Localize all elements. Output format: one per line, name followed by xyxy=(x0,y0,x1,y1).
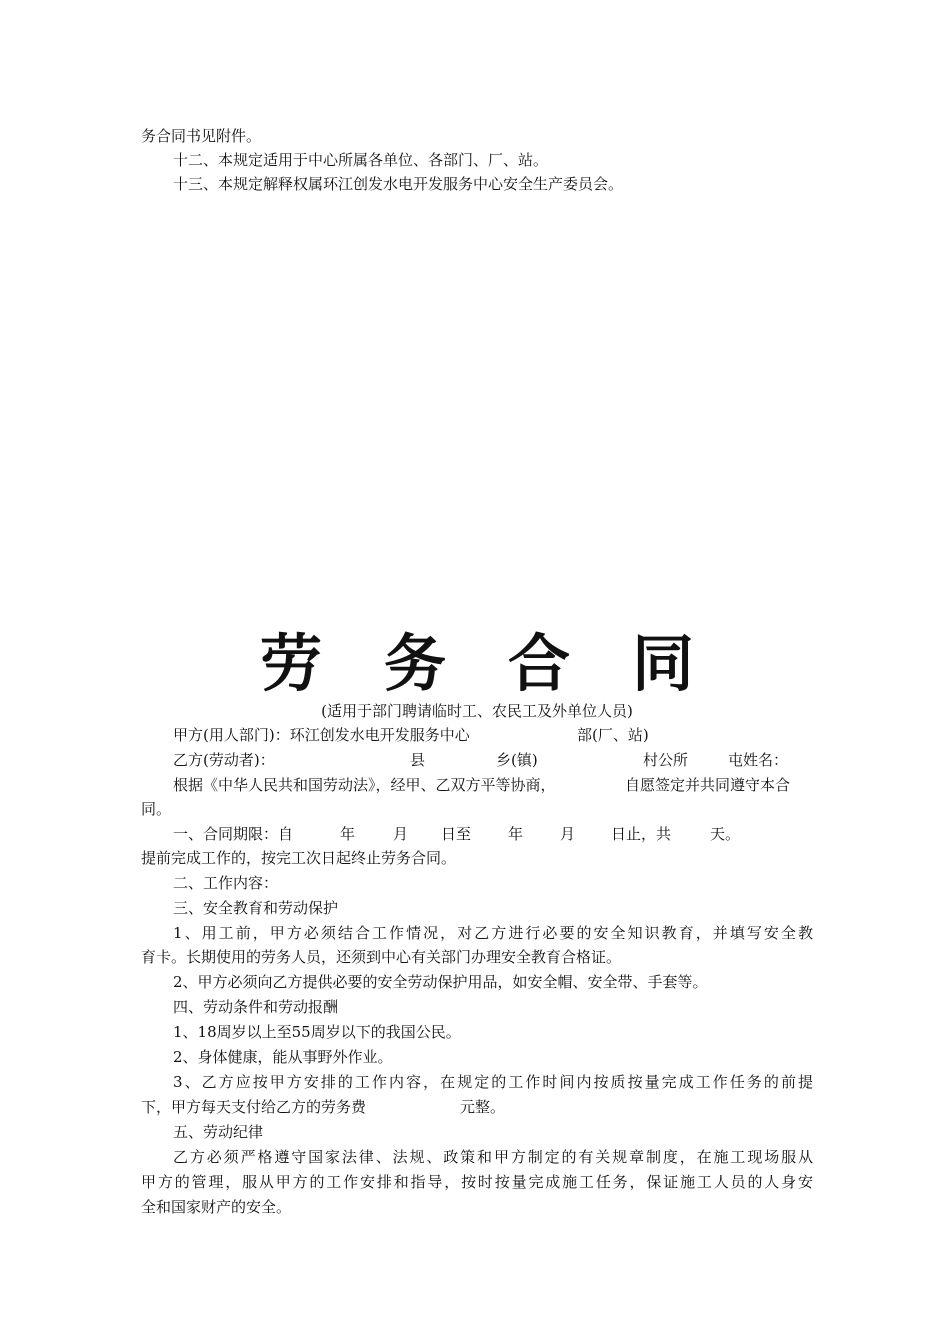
contract-title: 劳务合同 xyxy=(259,627,756,700)
wage-label: 下，甲方每天支付给乙方的劳务费 xyxy=(141,1098,367,1116)
party-b-row xyxy=(0,748,950,772)
conditions-item3-line2 xyxy=(0,1095,950,1119)
term-month-2: 月 xyxy=(560,825,576,843)
conditions-item1: 1、18周岁以上至55周岁以下的我国公民。 xyxy=(173,1023,461,1041)
party-a-row xyxy=(0,723,950,747)
term-line2: 提前完成工作的，按完工次日起终止劳务合同。 xyxy=(141,849,457,867)
term-days: 天。 xyxy=(710,825,741,843)
discipline-line1: 乙方必须严格遵守国家法律、法规、政策和甲方制定的有关规章制度，在施工现场服从 xyxy=(173,1148,813,1166)
work-content-heading: 二、工作内容： xyxy=(173,874,279,892)
discipline-line2: 甲方的管理，服从甲方的工作安排和指导，按时按量完成施工任务，保证施工人员的人身安 xyxy=(141,1173,813,1191)
party-b-name: 屯姓名： xyxy=(728,751,789,769)
term-day-2: 日止，共 xyxy=(611,825,672,843)
safety-item1-line1: 1、用工前，甲方必须结合工作情况，对乙方进行必要的安全知识教育，并填写安全教 xyxy=(173,924,813,942)
conditions-item3-line1: 3、乙方应按甲方安排的工作内容，在规定的工作时间内按质按量完成工作任务的前提 xyxy=(173,1073,813,1091)
party-a-label: 甲方(用人部门)：环江创发水电开发服务中心 xyxy=(173,726,470,744)
term-day-1: 日至 xyxy=(441,825,472,843)
term-row xyxy=(0,822,950,846)
contract-subtitle: (适用于部门聘请临时工、农民工及外单位人员) xyxy=(321,702,633,720)
clause-twelve: 十二、本规定适用于中心所属各单位、各部门、厂、站。 xyxy=(173,151,549,169)
term-year-1: 年 xyxy=(340,825,356,843)
clause-thirteen: 十三、本规定解释权属环江创发水电开发服务中心安全生产委员会。 xyxy=(173,175,624,193)
party-b-village: 村公所 xyxy=(643,751,689,769)
term-year-2: 年 xyxy=(508,825,524,843)
conditions-item2: 2、身体健康，能从事野外作业。 xyxy=(173,1048,393,1066)
continuation-line: 务合同书见附件。 xyxy=(141,127,262,145)
wage-suffix: 元整。 xyxy=(460,1098,506,1116)
party-b-township: 乡(镇) xyxy=(496,751,538,769)
term-prefix: 一、合同期限：自 xyxy=(173,825,294,843)
safety-item1-line2: 育卡。长期使用的劳务人员，还须到中心有关部门办理安全教育合格证。 xyxy=(141,948,622,966)
intro-line2: 同。 xyxy=(141,800,172,818)
party-b-label: 乙方(劳动者)： xyxy=(173,751,275,769)
term-month-1: 月 xyxy=(393,825,409,843)
party-a-suffix: 部(厂、站) xyxy=(577,726,649,744)
safety-item2: 2、甲方必须向乙方提供必要的安全劳动保护用品，如安全帽、安全带、手套等。 xyxy=(173,973,708,991)
party-b-county: 县 xyxy=(410,751,426,769)
conditions-heading: 四、劳动条件和劳动报酬 xyxy=(173,998,339,1016)
intro-row xyxy=(0,773,950,797)
discipline-line3: 全和国家财产的安全。 xyxy=(141,1198,292,1216)
safety-heading: 三、安全教育和劳动保护 xyxy=(173,899,339,917)
discipline-heading: 五、劳动纪律 xyxy=(173,1123,264,1141)
intro-left: 根据《中华人民共和国劳动法》，经甲、乙双方平等协商， xyxy=(173,776,556,794)
intro-right: 自愿签定并共同遵守本合 xyxy=(625,776,791,794)
